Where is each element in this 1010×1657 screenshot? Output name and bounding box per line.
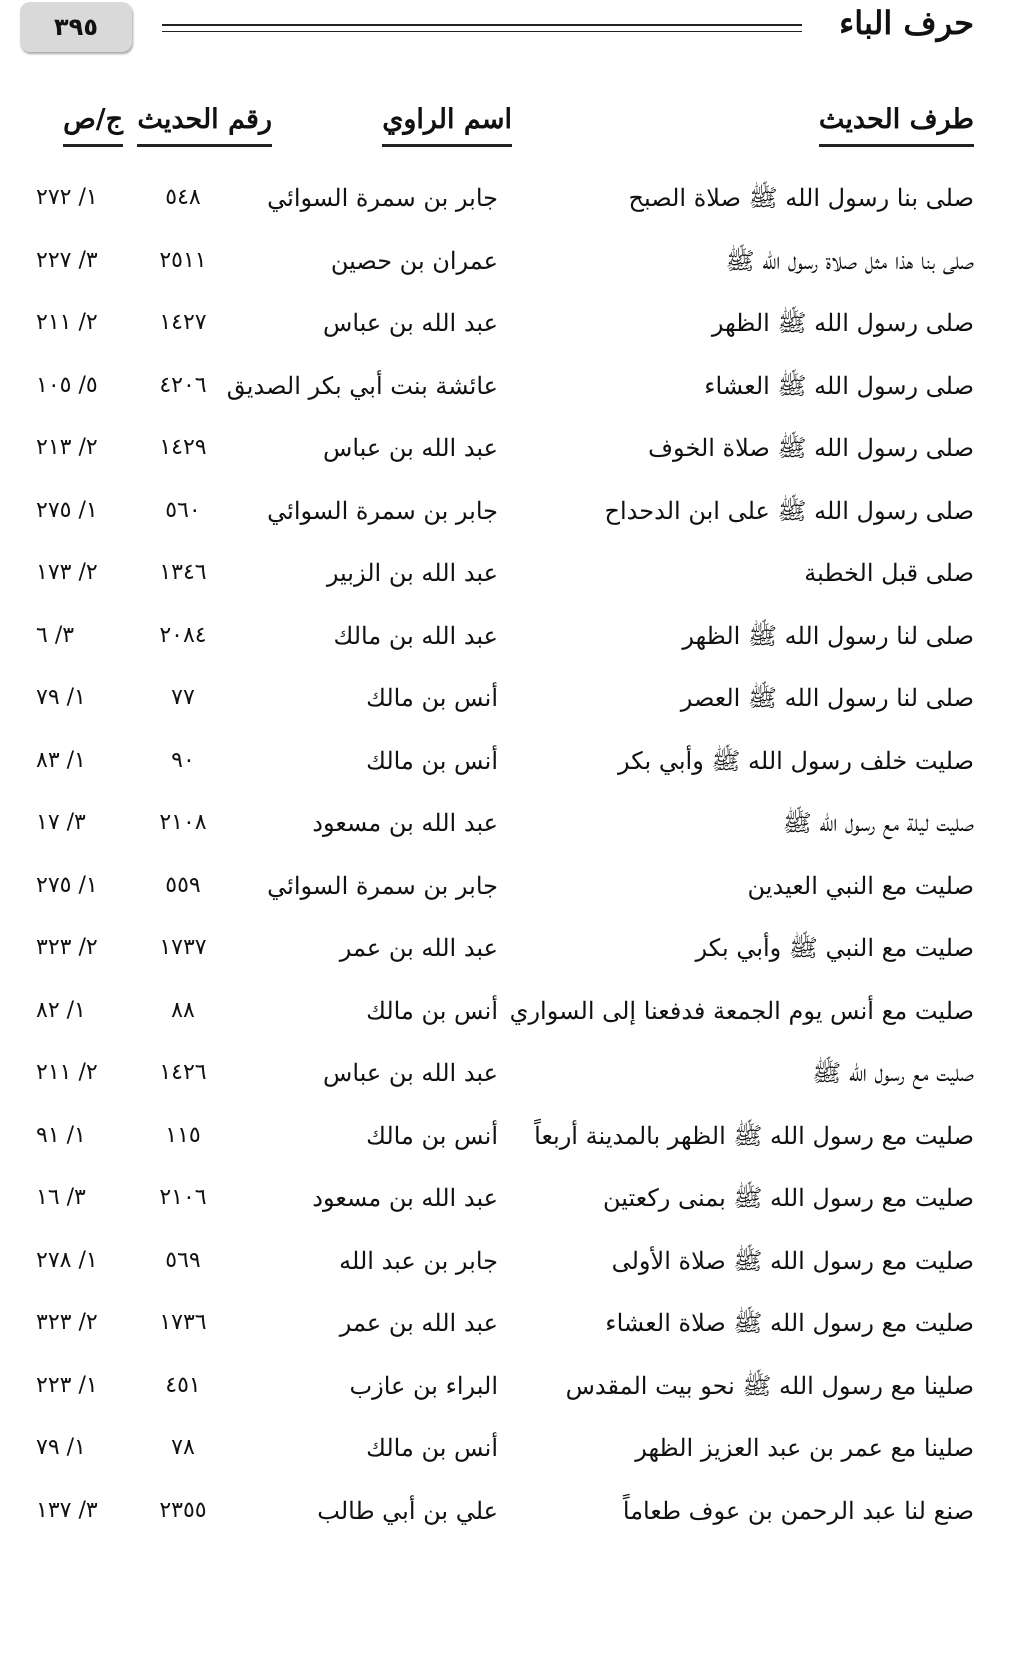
hadith-text: صلينا مع رسول الله ﷺ نحو بيت المقدس: [565, 1371, 974, 1400]
hadith-number: ١٤٢٧: [159, 310, 207, 335]
narrator-name: أنس بن مالك: [366, 996, 498, 1025]
hadith-text: صلى بنا رسول الله ﷺ صلاة الصبح: [628, 184, 974, 212]
volume-page: ١/ ٢٧٨: [36, 1247, 98, 1273]
narrator-name: عبد الله بن عباس: [323, 309, 498, 337]
hadith-text: صليت خلف رسول الله ﷺ وأبي بكر: [618, 746, 974, 775]
table-row: [0, 292, 1010, 355]
column-header-narrator: اسم الراوي: [382, 100, 512, 147]
volume-page: ٣/ ١٦: [36, 1185, 86, 1210]
narrator-name: عبد الله بن عمر: [339, 1309, 498, 1337]
hadith-text: صلى بنا هذا مثل صلاة رسول الله ﷺ: [725, 246, 974, 275]
narrator-name: عائشة بنت أبي بكر الصديق: [226, 371, 498, 400]
narrator-name: عبد الله بن مسعود: [312, 1184, 498, 1212]
table-row: [0, 1480, 1010, 1543]
narrator-name: عبد الله بن الزبير: [326, 559, 498, 587]
table-row: [0, 230, 1010, 293]
table-header: [0, 100, 1010, 162]
page-number: ٣٩٥: [54, 13, 98, 41]
hadith-number: ٥٦٠: [165, 497, 201, 523]
table-row: [0, 1105, 1010, 1168]
hadith-number: ١٤٢٩: [159, 435, 207, 460]
hadith-text: صلى قبل الخطبة: [804, 559, 974, 587]
table-row: [0, 980, 1010, 1043]
volume-page: ١/ ٧٩: [36, 685, 86, 710]
hadith-number: ٤٢٠٦: [159, 372, 207, 398]
volume-page: ٢/ ٣٢٣: [36, 935, 98, 960]
column-header-volume-page: ج/ص: [63, 100, 123, 147]
narrator-name: عبد الله بن عباس: [323, 434, 498, 462]
table-row: [0, 792, 1010, 855]
hadith-text: صليت مع النبي ﷺ وأبي بكر: [695, 934, 974, 962]
page-number-badge: [20, 2, 132, 52]
table-row: [0, 1355, 1010, 1418]
hadith-number: ٧٨: [171, 1435, 195, 1460]
hadith-number: ٢٥١١: [159, 247, 207, 273]
table-row: [0, 855, 1010, 918]
hadith-text: صلى رسول الله ﷺ العشاء: [704, 371, 974, 400]
header-rule-thin: [162, 31, 802, 32]
hadith-text: صلى رسول الله ﷺ على ابن الدحداح: [604, 496, 974, 525]
hadith-text: صلى لنا رسول الله ﷺ العصر: [680, 684, 974, 712]
hadith-number: ٥٤٨: [165, 185, 201, 210]
hadith-number: ١٧٣٧: [159, 935, 207, 960]
table-row: [0, 1292, 1010, 1355]
table-row: [0, 1042, 1010, 1105]
volume-page: ٥/ ١٠٥: [36, 372, 98, 398]
volume-page: ١/ ٢٢٣: [36, 1372, 98, 1398]
table-row: [0, 1417, 1010, 1480]
table-row: [0, 667, 1010, 730]
volume-page: ١/ ٧٩: [36, 1435, 86, 1460]
volume-page: ١/ ٢٧٢: [36, 185, 98, 210]
hadith-text: صلينا مع عمر بن عبد العزيز الظهر: [635, 1434, 974, 1462]
column-header-number: رقم الحديث: [137, 100, 272, 147]
table-row: [0, 917, 1010, 980]
narrator-name: جابر بن سمرة السوائي: [267, 871, 498, 900]
volume-page: ١/ ٢٧٥: [36, 497, 98, 523]
volume-page: ٢/ ٣٢٣: [36, 1310, 98, 1335]
hadith-number: ٧٧: [171, 685, 195, 710]
table-row: [0, 480, 1010, 543]
table-row: [0, 417, 1010, 480]
hadith-text: صلى لنا رسول الله ﷺ الظهر: [682, 621, 974, 650]
hadith-number: ١٣٤٦: [159, 560, 207, 585]
hadith-number: ١١٥: [165, 1122, 201, 1148]
volume-page: ٢/ ١٧٣: [36, 560, 98, 585]
hadith-text: صليت مع النبي العيدين: [747, 871, 974, 900]
table-row: [0, 605, 1010, 668]
volume-page: ١/ ٨٣: [36, 747, 86, 773]
header-rule: [162, 24, 802, 26]
hadith-number: ١٤٢٦: [159, 1060, 207, 1085]
table-body: [0, 167, 1010, 1542]
hadith-text: صليت مع أنس يوم الجمعة فدفعنا إلى السواري: [509, 996, 974, 1025]
narrator-name: أنس بن مالك: [366, 1434, 498, 1462]
volume-page: ٢/ ٢١١: [36, 1060, 98, 1085]
hadith-text: صنع لنا عبد الرحمن بن عوف طعاماً: [622, 1496, 974, 1525]
hadith-number: ٥٥٩: [165, 872, 201, 898]
section-title: حرف الباء: [839, 4, 974, 42]
hadith-text: صليت مع رسول الله ﷺ الظهر بالمدينة أربعاً: [534, 1121, 974, 1150]
hadith-text: صلى رسول الله ﷺ الظهر: [711, 309, 974, 337]
hadith-text: صليت ليلة مع رسول الله ﷺ: [782, 809, 974, 837]
volume-page: ٣/ ١٣٧: [36, 1497, 98, 1523]
volume-page: ١/ ٩١: [36, 1122, 86, 1148]
volume-page: ١/ ٢٧٥: [36, 872, 98, 898]
column-header-hadith: طرف الحديث: [819, 100, 974, 147]
narrator-name: البراء بن عازب: [349, 1371, 498, 1400]
narrator-name: عبد الله بن عباس: [323, 1059, 498, 1087]
narrator-name: أنس بن مالك: [366, 746, 498, 775]
table-row: [0, 167, 1010, 230]
narrator-name: أنس بن مالك: [366, 684, 498, 712]
hadith-index-table: [0, 100, 1010, 162]
hadith-text: صليت مع رسول الله ﷺ صلاة العشاء: [605, 1309, 974, 1337]
narrator-name: جابر بن عبد الله: [339, 1246, 498, 1275]
hadith-number: ١٧٣٦: [159, 1310, 207, 1335]
hadith-text: صلى رسول الله ﷺ صلاة الخوف: [648, 434, 974, 462]
table-row: [0, 1167, 1010, 1230]
narrator-name: عمران بن حصين: [330, 246, 498, 275]
table-row: [0, 542, 1010, 605]
hadith-number: ٩٠: [171, 747, 195, 773]
hadith-text: صليت مع رسول الله ﷺ بمنى ركعتين: [602, 1184, 974, 1212]
narrator-name: علي بن أبي طالب: [317, 1496, 498, 1525]
narrator-name: جابر بن سمرة السوائي: [267, 496, 498, 525]
hadith-number: ٢١٠٦: [159, 1185, 207, 1210]
narrator-name: جابر بن سمرة السوائي: [267, 184, 498, 212]
narrator-name: عبد الله بن مسعود: [312, 809, 498, 837]
narrator-name: عبد الله بن مالك: [333, 621, 498, 650]
page-header: [0, 0, 1010, 70]
hadith-number: ٢١٠٨: [159, 810, 207, 835]
volume-page: ٣/ ٢٢٧: [36, 247, 98, 273]
hadith-number: ٨٨: [171, 997, 195, 1023]
volume-page: ٣/ ٦: [36, 622, 75, 648]
volume-page: ٢/ ٢١١: [36, 310, 98, 335]
hadith-number: ٤٥١: [165, 1372, 201, 1398]
volume-page: ٢/ ٢١٣: [36, 435, 98, 460]
volume-page: ٣/ ١٧: [36, 810, 86, 835]
narrator-name: عبد الله بن عمر: [339, 934, 498, 962]
hadith-text: صليت مع رسول الله ﷺ صلاة الأولى: [611, 1246, 974, 1275]
hadith-number: ٢٣٥٥: [159, 1497, 207, 1523]
hadith-number: ٥٦٩: [165, 1247, 201, 1273]
hadith-number: ٢٠٨٤: [159, 622, 207, 648]
table-row: [0, 1230, 1010, 1293]
narrator-name: أنس بن مالك: [366, 1121, 498, 1150]
volume-page: ١/ ٨٢: [36, 997, 86, 1023]
table-row: [0, 730, 1010, 793]
table-row: [0, 355, 1010, 418]
hadith-text: صليت مع رسول الله ﷺ: [812, 1059, 974, 1087]
